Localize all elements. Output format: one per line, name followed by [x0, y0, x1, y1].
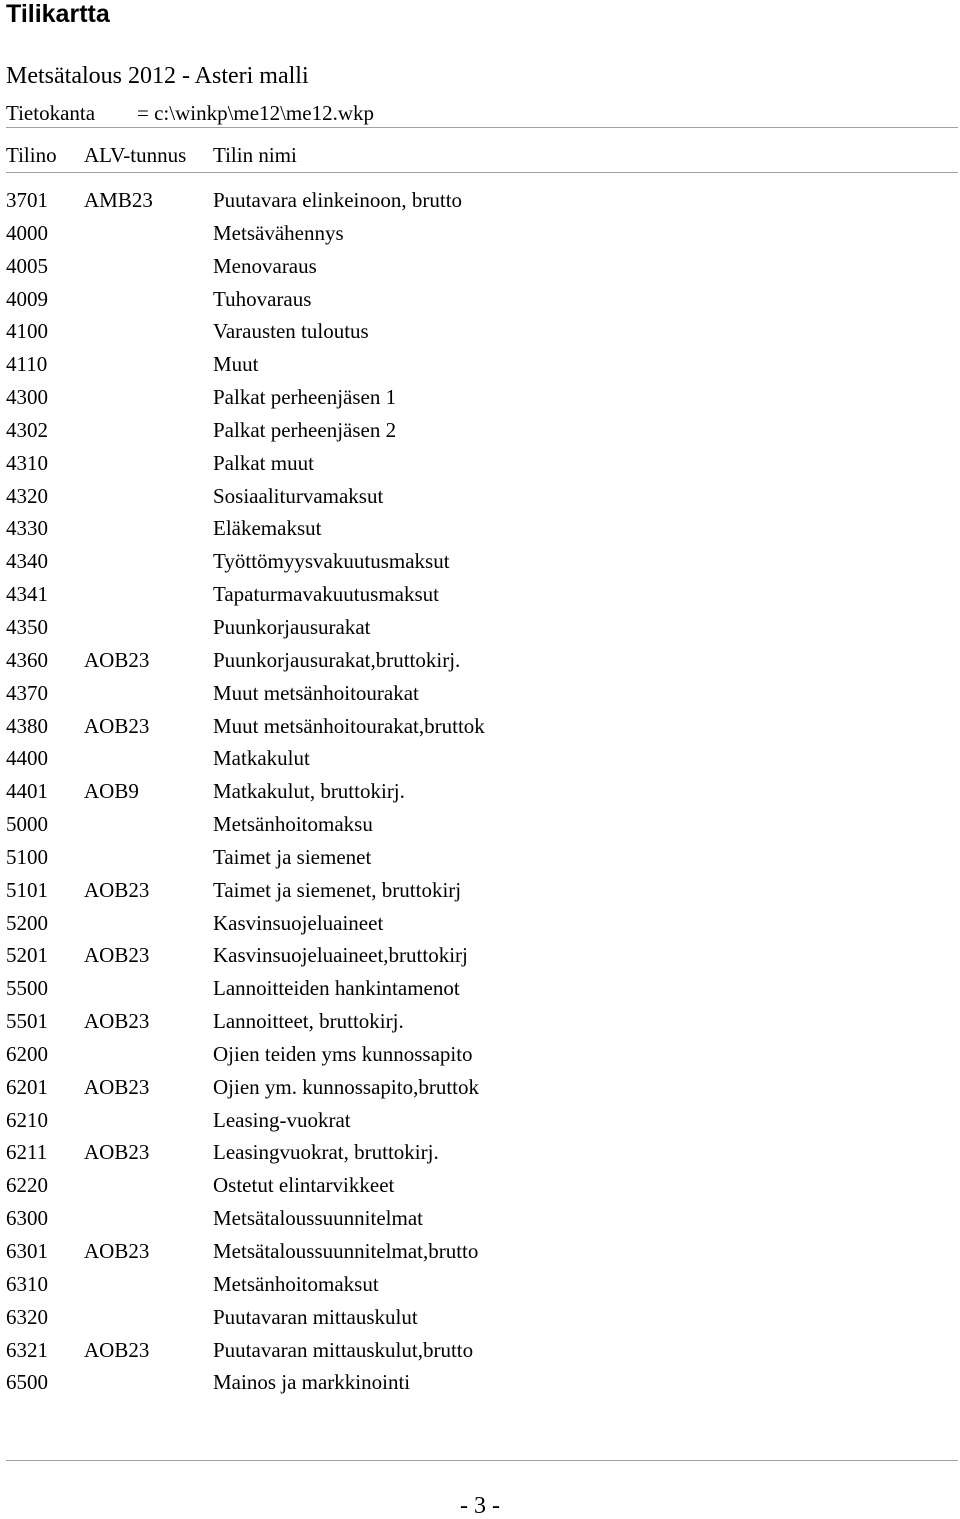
table-row: [6, 744, 958, 777]
table-row: [6, 514, 958, 547]
account-number: 4009: [6, 286, 48, 311]
table-row: [6, 186, 958, 219]
account-number: 4005: [6, 253, 48, 278]
account-vat-code: AOB23: [84, 713, 150, 738]
account-name: Kasvinsuojeluaineet,bruttokirj: [213, 943, 468, 968]
account-vat-code: AOB9: [84, 779, 139, 804]
table-row: [6, 482, 958, 515]
table-row: [6, 679, 958, 712]
table-row: [6, 1171, 958, 1204]
table-row: [6, 909, 958, 942]
account-name: Metsätaloussuunnitelmat: [213, 1206, 423, 1231]
account-name: Eläkemaksut: [213, 516, 322, 541]
account-name: Ojien teiden yms kunnossapito: [213, 1041, 473, 1066]
table-row: [6, 843, 958, 876]
account-name: Leasing-vuokrat: [213, 1107, 351, 1132]
table-row: [6, 1138, 958, 1171]
account-number: 4370: [6, 680, 48, 705]
account-name: Leasingvuokrat, bruttokirj.: [213, 1140, 439, 1165]
table-row: [6, 1073, 958, 1106]
account-vat-code: AOB23: [84, 1009, 150, 1034]
account-number: 5500: [6, 976, 48, 1001]
account-number: 5201: [6, 943, 48, 968]
column-header-name: Tilin nimi: [213, 143, 297, 167]
account-number: 6200: [6, 1041, 48, 1066]
account-number: 4380: [6, 713, 48, 738]
table-row: [6, 547, 958, 580]
table-row: [6, 1204, 958, 1237]
account-number: 6500: [6, 1370, 48, 1395]
account-number: 4300: [6, 385, 48, 410]
table-row: [6, 219, 958, 252]
account-number: 5101: [6, 877, 48, 902]
account-number: 4320: [6, 483, 48, 508]
account-number: 4310: [6, 450, 48, 475]
table-row: [6, 1040, 958, 1073]
table-row: [6, 712, 958, 745]
account-number: 4302: [6, 417, 48, 442]
column-header-number: Tilino: [6, 143, 57, 167]
account-number: 6310: [6, 1271, 48, 1296]
account-name: Palkat muut: [213, 450, 314, 475]
account-number: 3701: [6, 188, 48, 212]
account-name: Matkakulut, bruttokirj.: [213, 779, 405, 804]
table-row: [6, 876, 958, 909]
table-row: [6, 416, 958, 449]
account-name: Muut metsänhoitourakat,bruttok: [213, 713, 485, 738]
table-row: [6, 1106, 958, 1139]
account-name: Lannoitteiden hankintamenot: [213, 976, 460, 1001]
account-list: [6, 186, 958, 1401]
table-row: [6, 1270, 958, 1303]
table-row: [6, 941, 958, 974]
table-row: [6, 1368, 958, 1401]
account-number: 6201: [6, 1074, 48, 1099]
account-number: 6321: [6, 1337, 48, 1362]
table-row: [6, 449, 958, 482]
account-number: 4000: [6, 220, 48, 245]
account-name: Puunkorjausurakat,bruttokirj.: [213, 647, 461, 672]
account-name: Taimet ja siemenet, bruttokirj: [213, 877, 462, 902]
table-row: [6, 350, 958, 383]
column-header-vat: ALV-tunnus: [84, 143, 187, 167]
table-row: [6, 1336, 958, 1369]
table-row: [6, 974, 958, 1007]
account-name: Palkat perheenjäsen 1: [213, 385, 397, 410]
table-row: [6, 252, 958, 285]
account-name: Metsänhoitomaksu: [213, 812, 373, 837]
table-row: [6, 613, 958, 646]
account-number: 5501: [6, 1009, 48, 1034]
account-name: Palkat perheenjäsen 2: [213, 417, 397, 442]
account-vat-code: AOB23: [84, 1337, 150, 1362]
footer-divider: [6, 1460, 958, 1461]
account-number: 6301: [6, 1239, 48, 1263]
account-number: 4401: [6, 779, 48, 804]
account-name: Ostetut elintarvikkeet: [213, 1173, 395, 1198]
account-number: 4360: [6, 647, 48, 672]
account-name: Menovaraus: [213, 253, 317, 278]
table-row: [6, 1007, 958, 1040]
document-subtitle: Metsätalous 2012 - Asteri malli: [6, 63, 309, 89]
account-name: Ojien ym. kunnossapito,bruttok: [213, 1074, 479, 1099]
account-name: Taimet ja siemenet: [213, 844, 372, 869]
account-number: 6320: [6, 1304, 48, 1329]
account-name: Varausten tuloutus: [213, 319, 369, 344]
account-vat-code: AOB23: [84, 943, 150, 968]
table-row: [6, 810, 958, 843]
account-name: Kasvinsuojeluaineet: [213, 910, 384, 935]
database-path: = c:\winkp\me12\me12.wkp: [137, 101, 374, 125]
account-number: 6211: [6, 1140, 48, 1165]
account-number: 5000: [6, 812, 48, 837]
account-name: Lannoitteet, bruttokirj.: [213, 1009, 404, 1034]
account-name: Tapaturmavakuutusmaksut: [213, 582, 439, 607]
account-name: Tuhovaraus: [213, 286, 312, 311]
account-name: Muut metsänhoitourakat: [213, 680, 419, 705]
account-name: Metsävähennys: [213, 220, 344, 245]
account-number: 4350: [6, 614, 48, 639]
table-row: [6, 777, 958, 810]
table-row: [6, 580, 958, 613]
account-name: Matkakulut: [213, 746, 310, 771]
account-vat-code: AOB23: [84, 877, 150, 902]
account-name: Puutavaran mittauskulut: [213, 1304, 418, 1329]
table-header: [6, 142, 958, 173]
account-number: 4400: [6, 746, 48, 771]
document-title: Tilikartta: [6, 0, 110, 28]
account-number: 4341: [6, 582, 48, 607]
account-name: Puutavara elinkeinoon, brutto: [213, 188, 463, 212]
account-number: 5200: [6, 910, 48, 935]
account-number: 4110: [6, 352, 48, 377]
account-name: Sosiaaliturvamaksut: [213, 483, 384, 508]
account-name: Työttömyysvakuutusmaksut: [213, 549, 450, 574]
account-number: 6210: [6, 1107, 48, 1132]
account-vat-code: AOB23: [84, 647, 150, 672]
table-row: [6, 317, 958, 350]
account-name: Mainos ja markkinointi: [213, 1370, 411, 1395]
table-row: [6, 383, 958, 416]
account-name: Metsänhoitomaksut: [213, 1271, 379, 1296]
account-name: Muut: [213, 352, 259, 377]
account-name: Puunkorjausurakat: [213, 614, 371, 639]
table-row: [6, 285, 958, 318]
account-vat-code: AOB23: [84, 1239, 150, 1263]
account-vat-code: AMB23: [84, 188, 153, 212]
table-row: [6, 1237, 958, 1270]
account-number: 4340: [6, 549, 48, 574]
page-number: - 3 -: [460, 1493, 500, 1519]
account-vat-code: AOB23: [84, 1140, 150, 1165]
account-number: 6300: [6, 1206, 48, 1231]
account-name: Metsätaloussuunnitelmat,brutto: [213, 1239, 479, 1263]
account-name: Puutavaran mittauskulut,brutto: [213, 1337, 474, 1362]
table-row: [6, 646, 958, 679]
account-number: 4100: [6, 319, 48, 344]
account-number: 5100: [6, 844, 48, 869]
table-row: [6, 1303, 958, 1336]
account-number: 4330: [6, 516, 48, 541]
database-line: [6, 100, 958, 128]
database-label: Tietokanta: [6, 101, 96, 125]
account-vat-code: AOB23: [84, 1074, 150, 1099]
account-number: 6220: [6, 1173, 48, 1198]
